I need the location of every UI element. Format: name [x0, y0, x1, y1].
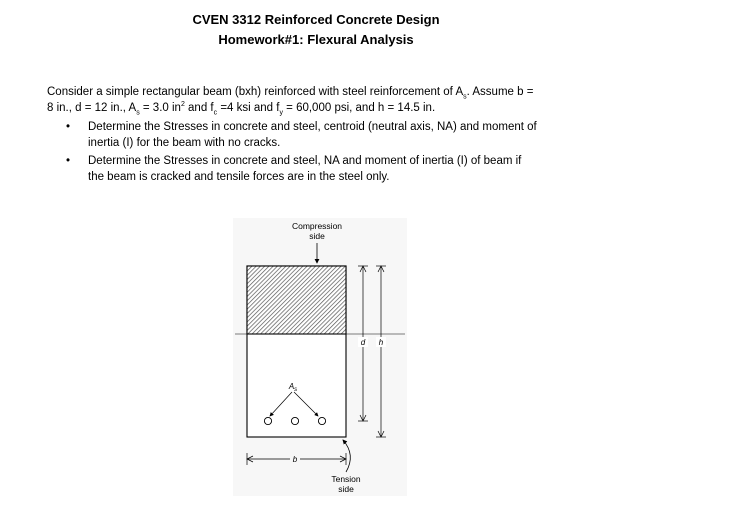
rebar-right	[318, 417, 325, 424]
bullet-marker: •	[66, 121, 71, 133]
bullet-marker: •	[66, 155, 71, 167]
bullet-text: Determine the Stresses in concrete and steel, centroid (neutral axis, NA) and moment of inertia (I) for the beam with no cracks.	[88, 121, 537, 149]
h-label: h	[378, 338, 384, 347]
compression-label-1: Compression	[291, 221, 343, 231]
as-label: $A_s$	[288, 382, 298, 393]
d-label: d	[360, 338, 366, 347]
title-line-1: CVEN 3312 Reinforced Concrete Design	[192, 12, 440, 27]
compression-label-2: side	[309, 231, 325, 241]
tension-label-1: Tension	[331, 474, 361, 484]
rebar-left	[264, 417, 271, 424]
tension-label-2: side	[338, 484, 354, 494]
b-label: b	[292, 455, 298, 464]
bullet-text: Determine the Stresses in concrete and steel, NA and moment of inertia (I) of beam if the beam is cracked and tensile forces are in the steel only.	[88, 155, 522, 183]
intro-line-2: 8 in., d = 12 in., $A_s = 3.0$ $in^2$ and $f_c =4$ ksi and $f_y = 60,000$ psi, and h = 14.5 in.	[47, 101, 436, 117]
intro-line-1: Consider a simple rectangular beam (bxh) reinforced with steel reinforcement of $A_s$. Assume b =	[47, 86, 534, 101]
compression-zone-hatch	[247, 266, 346, 334]
rebar-middle	[291, 417, 298, 424]
title-line-2: Homework#1: Flexural Analysis	[218, 32, 414, 47]
